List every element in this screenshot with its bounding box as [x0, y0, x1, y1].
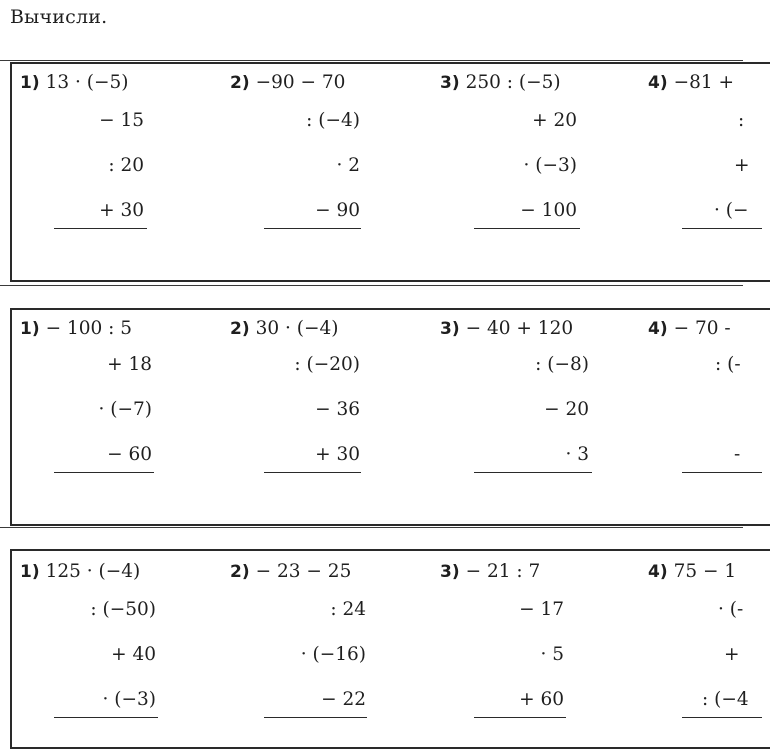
answer-line	[474, 472, 592, 473]
exercise-2-2-header: 2) 30 · (−4)	[230, 318, 339, 339]
step-3: − 22	[321, 689, 366, 710]
exercise-expression: −90 − 70	[255, 72, 346, 93]
step-2: · 2	[336, 155, 360, 176]
exercise-block-3	[10, 549, 770, 749]
exercise-expression: 13 · (−5)	[45, 72, 129, 93]
exercise-expression: − 70 -	[673, 318, 731, 339]
step-2: · (−3)	[523, 155, 577, 176]
step-1: − 17	[519, 599, 564, 620]
step-2: +	[734, 155, 750, 176]
exercise-expression: 250 : (−5)	[465, 72, 561, 93]
exercise-1-4-header: 4) −81 +	[648, 72, 735, 93]
exercise-1-1-header: 1) 13 · (−5)	[20, 72, 129, 93]
step-1: : (−50)	[90, 599, 156, 620]
exercise-3-2-header: 2) − 23 − 25	[230, 561, 352, 582]
answer-line	[682, 717, 762, 718]
step-3: − 90	[315, 200, 360, 221]
exercise-expression: − 23 − 25	[255, 561, 352, 582]
step-2: +	[724, 644, 740, 665]
step-2: − 36	[315, 399, 360, 420]
step-3: + 30	[315, 444, 360, 465]
step-1: · (-	[718, 599, 744, 620]
exercise-block-1	[10, 62, 770, 282]
answer-line	[54, 472, 154, 473]
step-3: · 3	[565, 444, 589, 465]
step-1: : (−4)	[306, 110, 360, 131]
step-2: − 20	[544, 399, 589, 420]
step-2: · (−7)	[98, 399, 152, 420]
answer-line	[54, 717, 158, 718]
exercise-expression: 75 − 1	[673, 561, 737, 582]
answer-line	[474, 228, 580, 229]
block-1-top-rule	[0, 60, 743, 61]
exercise-1-2-header: 2) −90 − 70	[230, 72, 346, 93]
answer-line	[682, 472, 762, 473]
step-1: :	[738, 110, 745, 131]
step-1: : (−8)	[535, 354, 589, 375]
answer-line	[54, 228, 147, 229]
exercise-2-1-header: 1) − 100 : 5	[20, 318, 133, 339]
step-1: + 20	[532, 110, 577, 131]
exercise-expression: 125 · (−4)	[45, 561, 141, 582]
step-3: -	[734, 444, 741, 465]
step-1: − 15	[99, 110, 144, 131]
exercise-expression: − 100 : 5	[45, 318, 133, 339]
exercise-block-2	[10, 308, 770, 526]
page-title: Вычисли.	[10, 6, 108, 28]
answer-line	[682, 228, 762, 229]
exercise-expression: −81 +	[673, 72, 735, 93]
exercise-1-3-header: 3) 250 : (−5)	[440, 72, 561, 93]
answer-line	[474, 717, 566, 718]
step-1: : 24	[330, 599, 366, 620]
step-3: + 60	[519, 689, 564, 710]
block-3-top-rule	[0, 527, 743, 528]
step-3: : (−4	[702, 689, 749, 710]
step-2: · 5	[540, 644, 564, 665]
exercise-expression: − 40 + 120	[465, 318, 574, 339]
step-1: : (−20)	[294, 354, 360, 375]
step-3: + 30	[99, 200, 144, 221]
exercise-3-4-header: 4) 75 − 1	[648, 561, 737, 582]
answer-line	[264, 717, 367, 718]
answer-line	[264, 228, 361, 229]
block-2-top-rule	[0, 285, 743, 286]
answer-line	[264, 472, 361, 473]
step-3: − 60	[107, 444, 152, 465]
step-3: · (−	[714, 200, 749, 221]
exercise-3-1-header: 1) 125 · (−4)	[20, 561, 141, 582]
step-2: + 40	[111, 644, 156, 665]
exercise-2-3-header: 3) − 40 + 120	[440, 318, 574, 339]
exercise-expression: − 21 : 7	[465, 561, 541, 582]
step-1: : (-	[715, 354, 741, 375]
step-1: + 18	[107, 354, 152, 375]
exercise-3-3-header: 3) − 21 : 7	[440, 561, 541, 582]
step-2: : 20	[108, 155, 144, 176]
exercise-2-4-header: 4) − 70 -	[648, 318, 731, 339]
exercise-expression: 30 · (−4)	[255, 318, 339, 339]
step-3: · (−3)	[102, 689, 156, 710]
step-3: − 100	[520, 200, 577, 221]
step-2: · (−16)	[300, 644, 366, 665]
